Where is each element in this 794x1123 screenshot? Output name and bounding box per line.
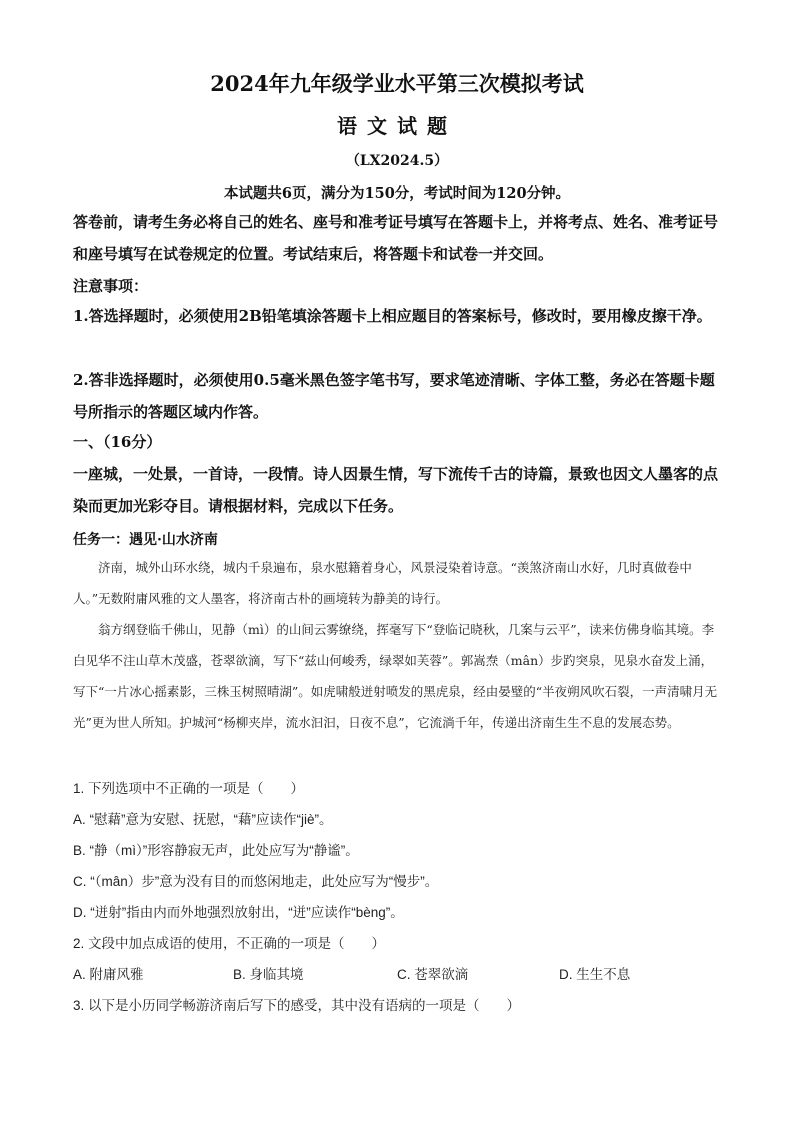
question-2-option-a: A. 附庸风雅: [73, 967, 144, 982]
passage-paragraph-2: 翁方纲登临千佛山，见静（mì）的山间云雾缭绕，挥毫写下“登临记晓秋，几案与云平”，读来仿佛身临其境。李白见华不注山草木茂盛，苍翠欲滴，写下“兹山何峻秀，绿翠如芙蓉”。郭嵩焘（mân）步趵突泉，见泉水奋发上涌，写下“一片冰心摇素影，三株玉树照晴湖”。如虎啸般迸射喷发的黑虎泉，经由晏璧的“半夜朔风吹石裂，一声清啸月无光”更为世人所知。护城河“杨柳夹岸，流水汩汩，日夜不息”，它流淌千年，传递出济南生生不息的发展态势。: [73, 622, 718, 730]
passage-paragraph-1: 济南，城外山环水绕，城内千泉遍布，泉水慰籍着身心，风景浸染着诗意。“羡煞济南山水好，几时真做卷中人。”无数附庸风雅的文人墨客，将济南古朴的画境转为静美的诗行。: [73, 560, 692, 606]
question-1-option-c: C. “（mân）步”意为没有目的而悠闲地走，此处应写为“慢步”。: [73, 874, 439, 889]
question-1-option-b: B. “静（mì）”形容静寂无声，此处应写为“静谧”。: [73, 843, 359, 858]
note-1: 1.答选择题时，必须使用2B铅笔填涂答题卡上相应题目的答案标号，修改时，要用橡皮擦干净。: [73, 307, 712, 325]
subject-title: 语文试题: [337, 114, 457, 138]
note-2: 2.答非选择题时，必须使用0.5毫米黑色签字笔书写，要求笔迹清晰、字体工整，务必在答题卡题号所指示的答题区域内作答。: [73, 371, 715, 421]
question-1-stem: 1. 下列选项中不正确的一项是（ ）: [73, 781, 305, 796]
question-1-option-d: D. “迸射”指由内而外地强烈放射出，“迸”应读作“bèng”。: [73, 905, 404, 920]
question-2-option-d: D. 生生不息: [559, 967, 631, 982]
exam-title: 2024年九年级学业水平第三次模拟考试: [210, 71, 584, 96]
question-2-option-b: B. 身临其境: [233, 967, 304, 982]
section-intro: 一座城，一处景，一首诗，一段情。诗人因景生情，写下流传千古的诗篇，景致也因文人墨客的点染而更加光彩夺目。请根据材料，完成以下任务。: [73, 465, 719, 515]
section-heading: 一、（16分）: [73, 433, 162, 451]
instructions-intro: 答卷前，请考生务必将自己的姓名、座号和准考证号填写在答题卡上，并将考点、姓名、准考证号和座号填写在试卷规定的位置。考试结束后，将答题卡和试卷一并交回。: [73, 213, 719, 263]
exam-summary: 本试题共6页，满分为150分，考试时间为120分钟。: [223, 185, 571, 202]
question-2-option-c: C. 苍翠欲滴: [397, 967, 469, 982]
task-title: 任务一：遇见·山水济南: [73, 532, 218, 548]
question-2-stem: 2. 文段中加点成语的使用，不正确的一项是（ ）: [73, 936, 386, 951]
notes-heading: 注意事项：: [73, 277, 149, 295]
question-3-stem: 3. 以下是小历同学畅游济南后写下的感受，其中没有语病的一项是（ ）: [73, 998, 521, 1013]
exam-code: （LX2024.5）: [345, 153, 449, 169]
question-1-option-a: A. “慰藉”意为安慰、抚慰，“藉”应读作“jiè”。: [73, 812, 333, 827]
